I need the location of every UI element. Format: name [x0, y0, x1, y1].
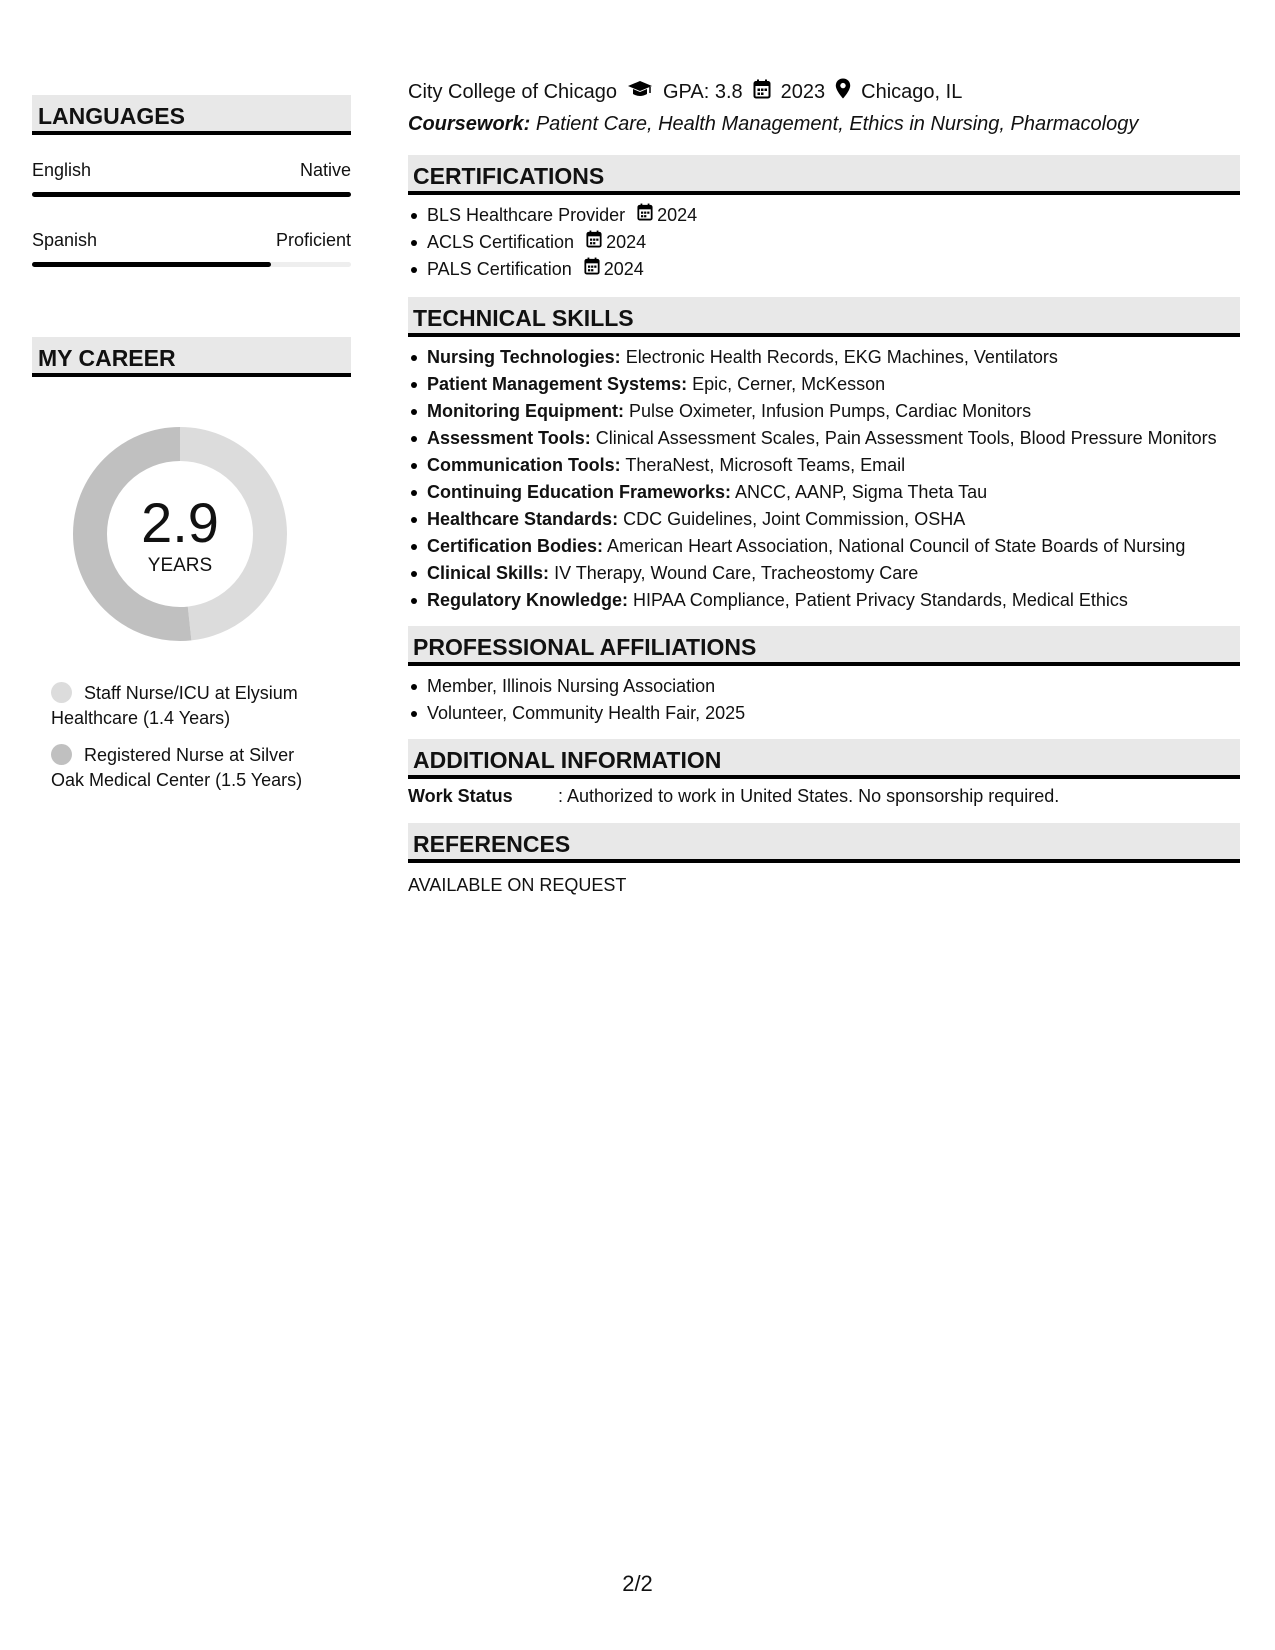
- education-gpa: GPA: 3.8: [663, 81, 743, 103]
- list-item: [408, 203, 1240, 227]
- career-total-unit: YEARS: [147, 555, 213, 576]
- language-proficiency-fill: [32, 262, 271, 267]
- skill-label: Assessment Tools:: [427, 428, 591, 448]
- skill-value: Epic, Cerner, McKesson: [692, 374, 886, 394]
- list-item: [408, 257, 1240, 281]
- skill-label: Nursing Technologies:: [427, 347, 621, 367]
- skill-label: Healthcare Standards:: [427, 509, 619, 529]
- certification-name: BLS Healthcare Provider: [427, 205, 626, 225]
- language-name: English: [32, 160, 92, 180]
- work-status-label: Work Status: [408, 786, 513, 806]
- certification-name: ACLS Certification: [427, 232, 575, 252]
- list-item: [408, 561, 1240, 585]
- certifications-heading: CERTIFICATIONS: [408, 155, 1240, 195]
- certifications-list: [408, 203, 1240, 281]
- skill-value: Clinical Assessment Scales, Pain Assessment Tools, Blood Pressure Monitors: [595, 428, 1217, 448]
- skill-value: CDC Guidelines, Joint Commission, OSHA: [623, 509, 966, 529]
- skill-value: IV Therapy, Wound Care, Tracheostomy Care: [554, 563, 919, 583]
- skill-label: Clinical Skills:: [427, 563, 550, 583]
- certification-year: 2024: [603, 259, 644, 279]
- skill-value: TheraNest, Microsoft Teams, Email: [625, 455, 906, 475]
- references-text: AVAILABLE ON REQUEST: [408, 875, 627, 895]
- skill-label: Continuing Education Frameworks:: [427, 482, 732, 502]
- skill-value: Electronic Health Records, EKG Machines, Ventilators: [625, 347, 1058, 367]
- page-number: 2/2: [622, 1571, 653, 1596]
- certification-year: 2024: [606, 232, 647, 252]
- education-location: Chicago, IL: [861, 81, 963, 103]
- language-item-english: [32, 159, 351, 197]
- career-donut-chart: [67, 421, 293, 647]
- skill-value: HIPAA Compliance, Patient Privacy Standards, Medical Ethics: [633, 590, 1128, 610]
- map-pin-icon: [835, 78, 851, 106]
- career-entry-label: Staff Nurse/ICU at Elysium Healthcare (1.4 Years): [51, 683, 298, 728]
- education-year: 2023: [780, 81, 826, 103]
- calendar-icon: [586, 230, 602, 254]
- list-item: [408, 345, 1240, 369]
- list-item: Member, Illinois Nursing Association: [408, 674, 1240, 698]
- skill-label: Monitoring Equipment:: [427, 401, 624, 421]
- skill-label: Patient Management Systems:: [427, 374, 688, 394]
- career-legend: [32, 681, 351, 793]
- skill-value: American Heart Association, National Council of State Boards of Nursing: [607, 536, 1186, 556]
- list-item: [408, 399, 1240, 423]
- graduation-cap-icon: [627, 79, 653, 105]
- technical-skills-list: [408, 345, 1240, 612]
- career-total-value: 2.9: [141, 491, 219, 554]
- calendar-icon: [584, 257, 600, 281]
- list-item: [408, 426, 1240, 450]
- list-item: [408, 534, 1240, 558]
- technical-skills-heading: TECHNICAL SKILLS: [408, 297, 1240, 337]
- language-level: Native: [299, 160, 351, 180]
- skill-label: Certification Bodies:: [427, 536, 604, 556]
- language-list: [32, 159, 351, 267]
- main-content: [408, 78, 1240, 897]
- skill-label: Regulatory Knowledge:: [427, 590, 629, 610]
- language-level: Proficient: [275, 230, 351, 250]
- skill-label: Communication Tools:: [427, 455, 621, 475]
- certification-year: 2024: [657, 205, 698, 225]
- references-heading: REFERENCES: [408, 823, 1240, 863]
- career-donut-center: [67, 421, 293, 647]
- language-name: Spanish: [32, 230, 98, 250]
- affiliations-list: [408, 674, 1240, 725]
- career-entry-label: Registered Nurse at Silver Oak Medical Center (1.5 Years): [51, 745, 303, 790]
- language-proficiency-fill: [32, 192, 351, 197]
- additional-info-heading: ADDITIONAL INFORMATION: [408, 739, 1240, 779]
- language-proficiency-bar: [32, 262, 351, 267]
- list-item: [408, 453, 1240, 477]
- sidebar: [32, 95, 351, 793]
- language-item-spanish: [32, 229, 351, 267]
- coursework-label: Coursework:: [408, 113, 531, 135]
- career-legend-item: [51, 681, 331, 731]
- language-proficiency-bar: [32, 192, 351, 197]
- career-legend-item: [51, 743, 331, 793]
- calendar-icon: [753, 79, 771, 106]
- affiliations-heading: PROFESSIONAL AFFILIATIONS: [408, 626, 1240, 666]
- coursework-text: Patient Care, Health Management, Ethics in Nursing, Pharmacology: [535, 113, 1139, 135]
- languages-heading: LANGUAGES: [32, 95, 351, 135]
- list-item: Volunteer, Community Health Fair, 2025: [408, 701, 1240, 725]
- career-heading: MY CAREER: [32, 337, 351, 377]
- work-status-value: : Authorized to work in United States. No sponsorship required.: [558, 786, 1060, 806]
- list-item: [408, 480, 1240, 504]
- education-entry: [408, 78, 1240, 137]
- work-status-row: [408, 784, 1240, 808]
- legend-dot-icon: [51, 682, 72, 703]
- list-item: [408, 588, 1240, 612]
- education-coursework: [408, 111, 1240, 137]
- calendar-icon: [637, 203, 653, 227]
- skill-value: ANCC, AANP, Sigma Theta Tau: [735, 482, 988, 502]
- legend-dot-icon: [51, 744, 72, 765]
- certification-name: PALS Certification: [427, 259, 572, 279]
- list-item: [408, 230, 1240, 254]
- list-item: [408, 507, 1240, 531]
- skill-value: Pulse Oximeter, Infusion Pumps, Cardiac Monitors: [628, 401, 1032, 421]
- education-school: City College of Chicago: [408, 81, 617, 103]
- list-item: [408, 372, 1240, 396]
